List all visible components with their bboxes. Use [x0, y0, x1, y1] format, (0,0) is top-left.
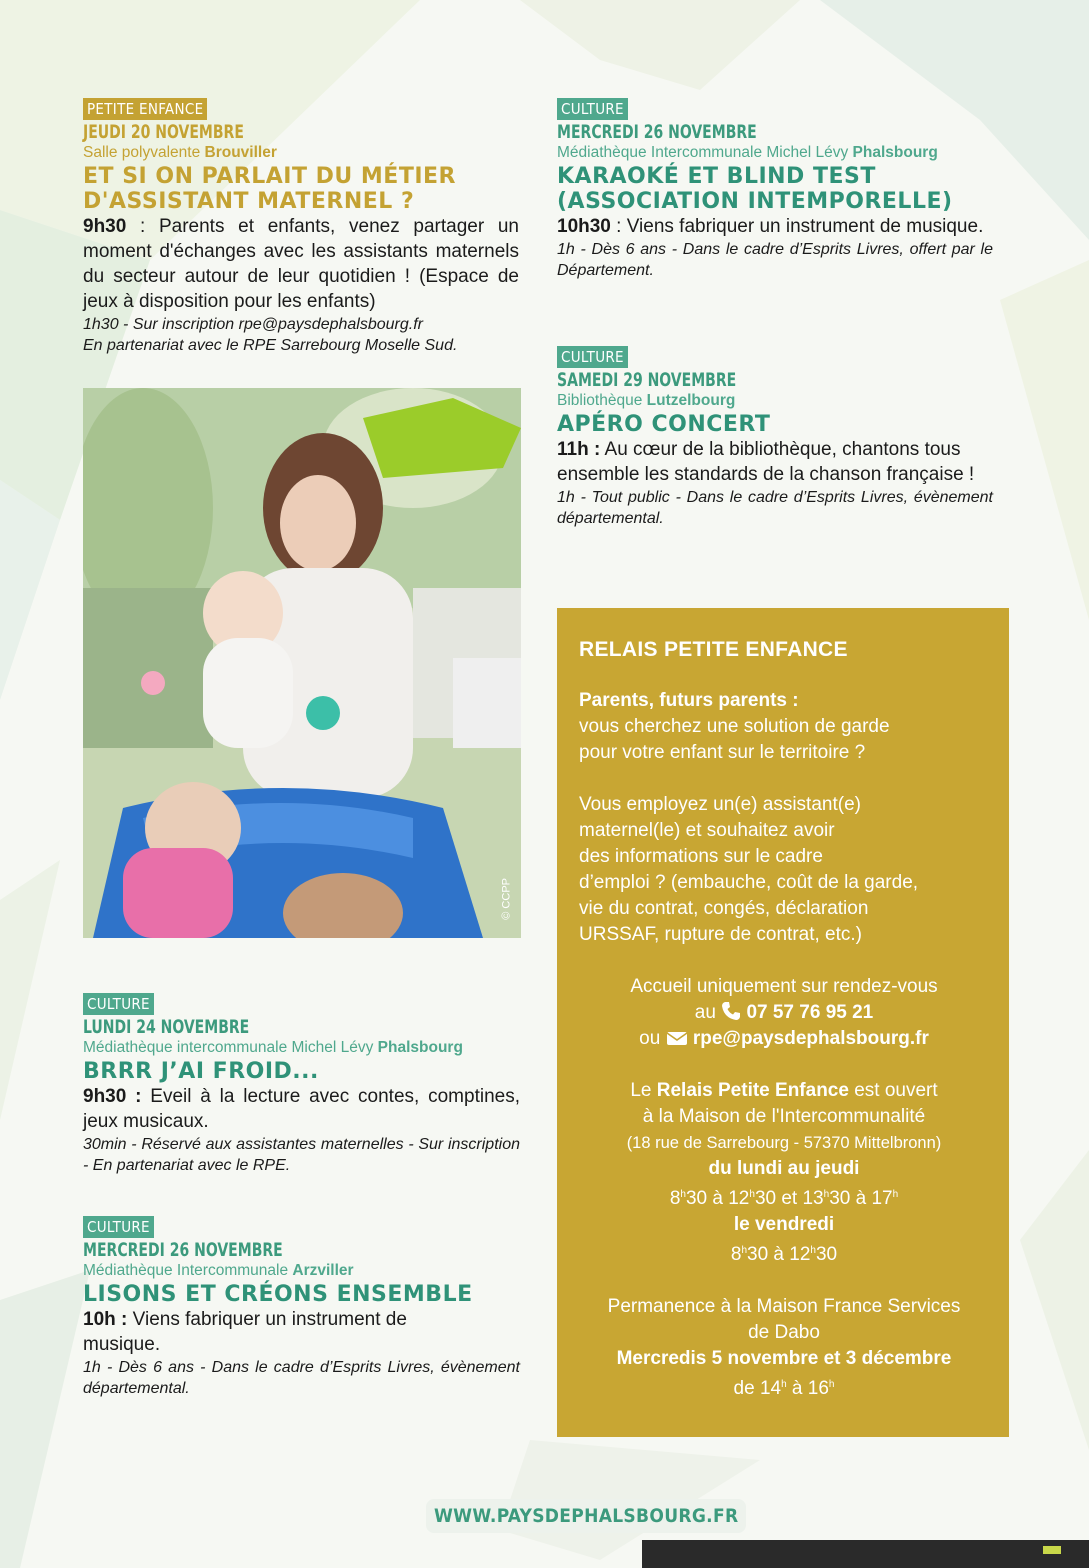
event-block — [83, 993, 520, 1176]
rpe-days-mon-thu: du lundi au jeudi — [708, 1158, 860, 1179]
event-description: 9h30 : Eveil à la lecture avec contes, comptines, jeux musicaux. — [83, 1086, 520, 1132]
event-title: ET SI ON PARLAIT DU MÉTIER D'ASSISTANT MATERNEL ? — [83, 164, 456, 214]
rpe-days-fri: le vendredi — [733, 1214, 835, 1235]
event-block — [83, 98, 519, 356]
event-block — [557, 98, 993, 281]
category-tag: CULTURE — [557, 346, 628, 368]
rpe-lead: Parents, futurs parents : — [579, 690, 799, 711]
envelope-icon — [666, 1029, 688, 1047]
event-description: 10h30 : Viens fabriquer un instrument de musique. — [557, 216, 984, 237]
rpe-phone: au 07 57 76 95 21 — [694, 1002, 874, 1023]
rpe-lead-text: vous cherchez une solution de garde pour votre enfant sur le territoire ? — [579, 716, 890, 763]
category-tag: CULTURE — [83, 1216, 154, 1238]
rpe-permanence-hours: de 14$^h$ à 16$^h$ — [733, 1378, 835, 1399]
rpe-email[interactable]: ou rpe@paysdephalsbourg.fr — [639, 1028, 929, 1049]
category-tag: CULTURE — [557, 98, 628, 120]
photo-illustration — [83, 388, 521, 938]
rpe-location: à la Maison de l'Intercommunalité — [642, 1106, 926, 1127]
event-note: 1h30 - Sur inscription rpe@paysdephalsbourg.fr En partenariat avec le RPE Sarrebourg Moselle Sud. — [83, 316, 458, 354]
event-block — [557, 346, 993, 529]
event-block — [83, 1216, 520, 1399]
event-title: KARAOKÉ ET BLIND TEST (ASSOCIATION INTEMPORELLE) — [557, 164, 953, 214]
event-venue: Médiathèque Intercommunale Michel Lévy Phalsbourg — [557, 144, 938, 161]
rpe-hours-mon-thu: 8$^h$30 à 12$^h$30 et 13$^h$30 à 17$^h$ — [669, 1188, 899, 1209]
event-date: MERCREDI 26 NOVEMBRE — [557, 121, 757, 143]
event-note: 1h - Dès 6 ans - Dans le cadre d’Esprits Livres, évènement départemental. — [83, 1359, 520, 1397]
event-note: 30min - Réservé aux assistantes maternelles - Sur inscription - En partenariat avec le RPE. — [83, 1136, 520, 1174]
event-title: LISONS ET CRÉONS ENSEMBLE — [83, 1282, 473, 1307]
event-venue: Salle polyvalente Brouviller — [83, 144, 277, 161]
event-description: 11h : Au cœur de la bibliothèque, chantons tous ensemble les standards de la chanson française ! — [557, 439, 975, 485]
rpe-employ-text: Vous employez un(e) assistant(e) maternel(le) et souhaitez avoir des informations sur le cadre d’emploi ? (embauche, coût de la garde, vie du contrat, congés, déclaration URSSAF, rupture de contrat, etc.) — [579, 794, 919, 945]
rpe-permanence-dates: Mercredis 5 novembre et 3 décembre — [616, 1348, 952, 1369]
event-date: LUNDI 24 NOVEMBRE — [83, 1016, 250, 1038]
event-date: JEUDI 20 NOVEMBRE — [83, 121, 244, 143]
event-venue: Bibliothèque Lutzelbourg — [557, 392, 736, 409]
photo-credit: © CCPP — [501, 878, 513, 920]
rpe-opening: Le Relais Petite Enfance est ouvert — [630, 1080, 938, 1101]
event-note: 1h - Tout public - Dans le cadre d’Esprits Livres, évènement départemental. — [557, 489, 993, 527]
phone-icon — [721, 1001, 741, 1021]
event-venue: Médiathèque intercommunale Michel Lévy Phalsbourg — [83, 1039, 463, 1056]
footer-bar — [642, 1540, 1089, 1568]
event-description: 9h30 : Parents et enfants, venez partager un moment d'échanges avec les assistants maternels du secteur autour de leur quotidien ! (Espace de jeux à disposition pour les enfants) — [83, 216, 519, 312]
rpe-info-box — [557, 608, 1009, 1437]
website-link[interactable]: WWW.PAYSDEPHALSBOURG.FR — [426, 1499, 746, 1533]
rpe-address: (18 rue de Sarrebourg - 57370 Mittelbronn) — [626, 1134, 942, 1152]
footer-accent — [1043, 1546, 1061, 1554]
rpe-hours-fri: 8$^h$30 à 12$^h$30 — [730, 1244, 838, 1265]
category-tag: CULTURE — [83, 993, 154, 1015]
event-venue: Médiathèque Intercommunale Arzviller — [83, 1262, 354, 1279]
category-tag: PETITE ENFANCE — [83, 98, 207, 120]
rpe-title: RELAIS PETITE ENFANCE — [579, 638, 848, 661]
event-title: APÉRO CONCERT — [557, 412, 771, 437]
event-photo — [83, 388, 521, 938]
event-date: MERCREDI 26 NOVEMBRE — [83, 1239, 283, 1261]
rpe-appointment: Accueil uniquement sur rendez-vous — [630, 976, 938, 997]
event-title: BRRR J’AI FROID... — [83, 1059, 319, 1084]
rpe-permanence: Permanence à la Maison France Services de Dabo — [607, 1296, 961, 1343]
event-date: SAMEDI 29 NOVEMBRE — [557, 369, 737, 391]
event-description: 10h : Viens fabriquer un instrument de musique. — [83, 1309, 407, 1355]
event-note: 1h - Dès 6 ans - Dans le cadre d’Esprits Livres, offert par le Département. — [557, 241, 993, 279]
